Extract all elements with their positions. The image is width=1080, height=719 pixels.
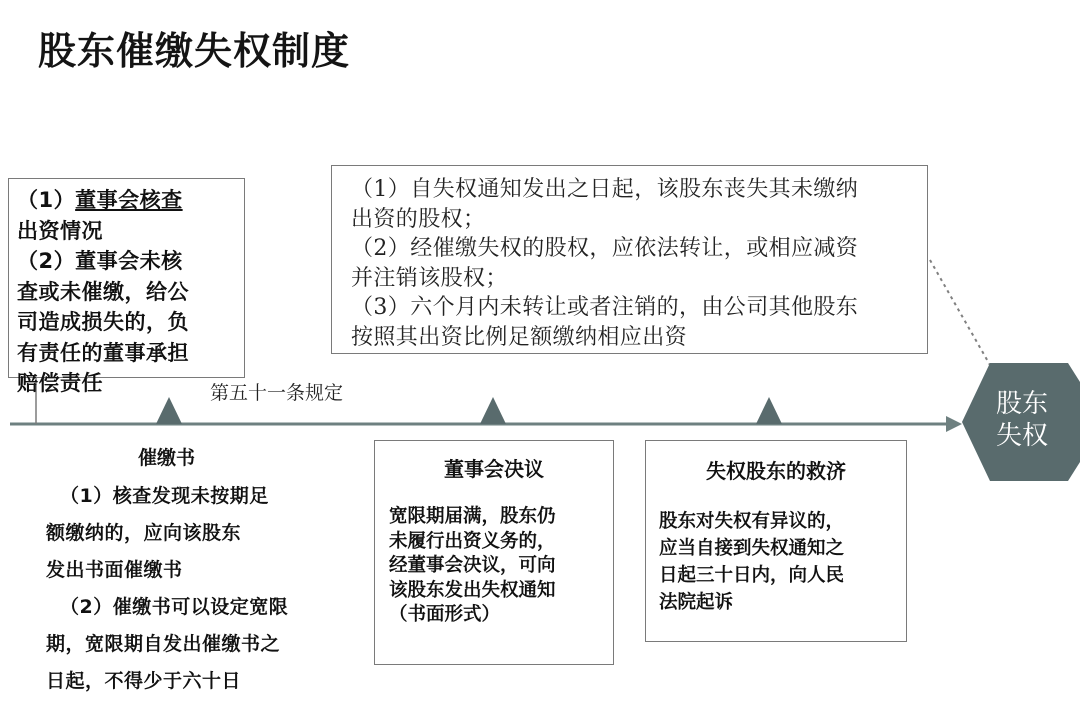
notice-body <box>46 478 288 700</box>
notice-line: 期，宽限期自发出催缴书之 <box>46 633 281 655</box>
director-duty-prefix: （1） <box>17 188 76 212</box>
director-duty-prefix: （2） <box>17 249 76 273</box>
equity-loss-label-line: 股东 <box>995 389 1048 419</box>
director-duty-line <box>17 338 244 369</box>
director-duty-line <box>17 277 244 308</box>
consequence-line: （1）自失权通知发出之日起，该股东丧失其未缴纳 <box>351 177 859 202</box>
director-duty-line <box>17 216 244 247</box>
remedy-title: 失权股东的救济 <box>706 459 846 483</box>
timeline-marker-resolution <box>480 397 506 424</box>
notice-line: 发出书面催缴书 <box>46 559 183 581</box>
equity-loss-label <box>966 388 1078 452</box>
board-resolution-title: 董事会决议 <box>444 457 544 481</box>
board-resolution-line: 该股东发出失权通知 <box>389 579 556 601</box>
consequence-line: （2）经催缴失权的股权，应依法转让，或相应减资 <box>351 236 859 261</box>
consequence-line: 按照其出资比例足额缴纳相应出资 <box>351 324 688 350</box>
consequence-connector <box>930 260 990 365</box>
remedy-line: 应当自接到失权通知之 <box>659 538 845 559</box>
consequence-line: 并注销该股权； <box>351 265 508 291</box>
notice-line: （1）核查发现未按期足 <box>60 485 269 507</box>
notice-line: （2）催缴书可以设定宽限 <box>60 596 289 618</box>
board-resolution-body <box>389 505 556 628</box>
director-duty-emph: 董事会核查 <box>75 188 183 212</box>
timeline-marker-remedy <box>756 397 782 424</box>
director-duty-rest: 出资情况 <box>17 218 103 243</box>
remedy-body <box>659 508 844 616</box>
timeline-arrowhead <box>946 416 962 432</box>
director-duty-rest: 董事会未核 <box>75 249 183 273</box>
board-resolution-box <box>374 440 614 665</box>
equity-loss-label-line: 失权 <box>995 421 1048 451</box>
consequences-box <box>331 165 928 354</box>
notice-line: 日起，不得少于六十日 <box>46 670 242 692</box>
director-duty-box <box>8 178 245 395</box>
director-duty-line <box>17 307 244 338</box>
consequence-line: （3）六个月内未转让或者注销的，由公司其他股东 <box>351 295 859 320</box>
director-duty-rest: 司造成损失的，负 <box>17 310 189 334</box>
remedy-line: 日起三十日内，向人民 <box>659 565 845 586</box>
director-duty-line <box>17 185 244 216</box>
remedy-box <box>645 440 907 642</box>
board-resolution-line: （书面形式） <box>389 604 501 625</box>
director-duty-rest: 赔偿责任 <box>17 371 103 395</box>
remedy-line: 法院起诉 <box>659 592 734 613</box>
remedy-line: 股东对失权有异议的， <box>659 511 845 532</box>
article-reference-label: 第五十一条规定 <box>210 382 344 404</box>
page-title: 股东催缴失权制度 <box>38 29 351 73</box>
board-resolution-line: 宽限期届满，股东仍 <box>389 506 556 527</box>
director-duty-rest: 查或未催缴，给公 <box>17 279 189 304</box>
notice-line: 额缴纳的，应向该股东 <box>46 522 242 544</box>
notice-title: 催缴书 <box>138 447 196 469</box>
timeline-marker-notice <box>156 397 182 424</box>
director-duty-line <box>17 246 244 277</box>
board-resolution-line: 未履行出资义务的， <box>389 530 556 552</box>
director-duty-rest: 有责任的董事承担 <box>17 340 189 365</box>
board-resolution-line: 经董事会决议，可向 <box>389 555 556 576</box>
consequence-line: 出资的股权； <box>351 206 486 232</box>
